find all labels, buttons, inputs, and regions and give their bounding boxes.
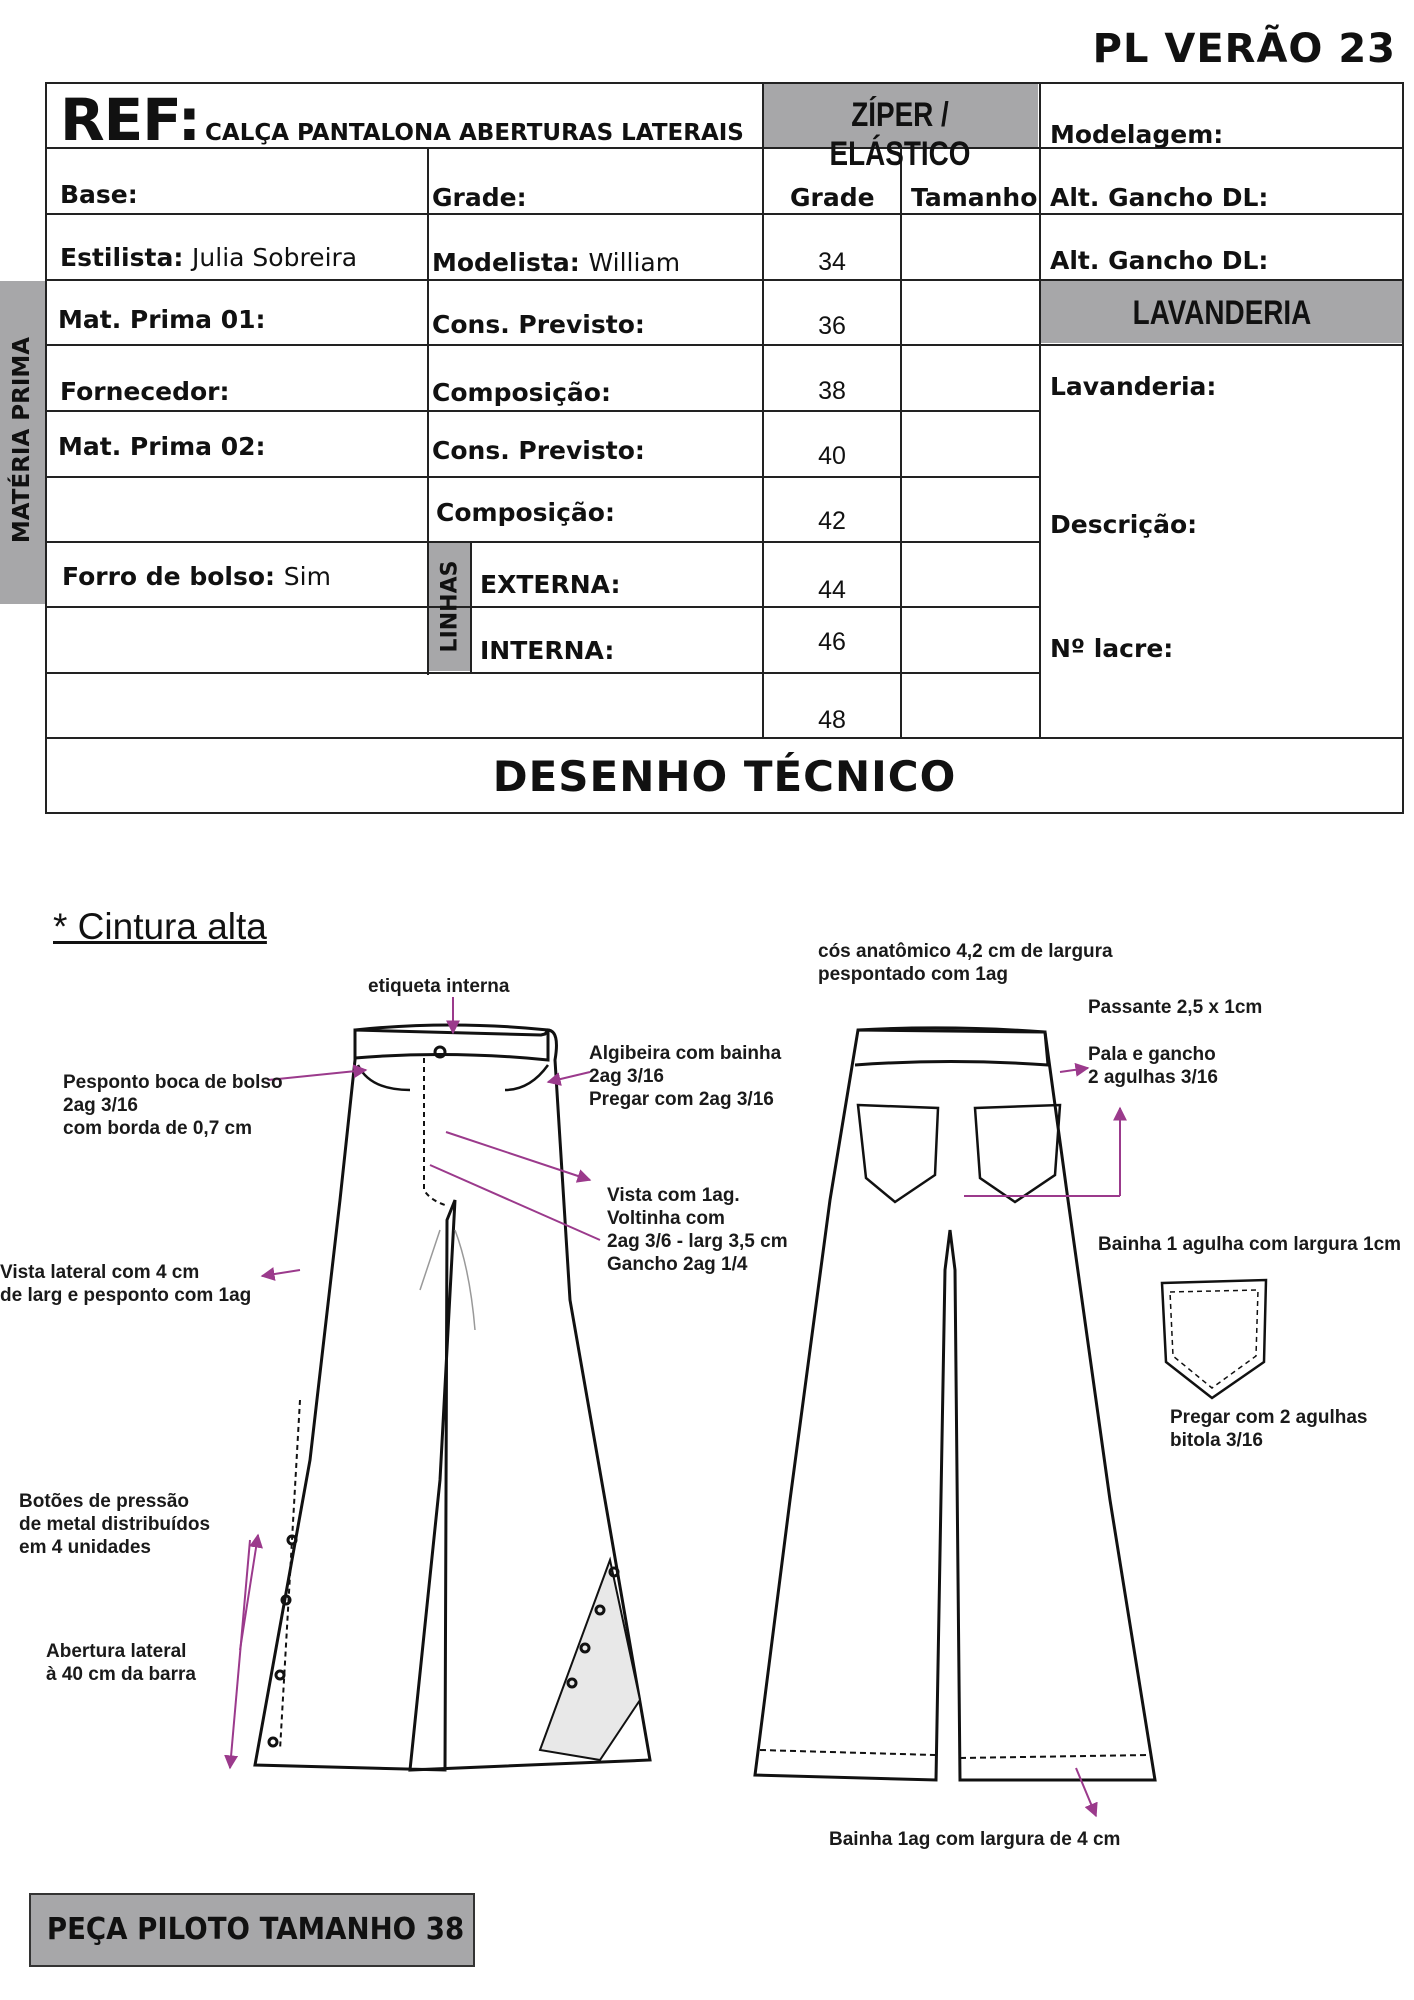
- grade-value: 36: [818, 312, 846, 340]
- estilista-label: Estilista:: [60, 243, 184, 272]
- arrow-vista-lateral: [262, 1270, 300, 1276]
- note-bainha-bolso: Bainha 1 agulha com largura 1cm: [1098, 1234, 1402, 1255]
- forro-value: Sim: [283, 562, 331, 591]
- section-title: DESENHO TÉCNICO: [492, 752, 957, 801]
- estilista-value: Julia Sobreira: [192, 243, 358, 272]
- descricao-label: Descrição:: [1050, 510, 1198, 539]
- mat-prima-01-label: Mat. Prima 01:: [58, 305, 266, 334]
- note-cos: cós anatômico 4,2 cm de largura pespontado com 1ag: [818, 941, 1113, 985]
- grade-value: 38: [818, 377, 846, 405]
- alt-gancho-label-1: Alt. Gancho DL:: [1050, 183, 1269, 212]
- grade-column-header: Grade: [790, 183, 875, 212]
- cintura-note: * Cintura alta: [53, 906, 267, 947]
- ref-description: CALÇA PANTALONA ABERTURAS LATERAIS: [205, 120, 744, 146]
- lavanderia-title: LAVANDERIA: [1132, 294, 1312, 332]
- collection-title: PL VERÃO 23: [1092, 26, 1396, 72]
- grade-value: 44: [818, 576, 846, 604]
- note-pesponto-bolso: Pesponto boca de bolso 2ag 3/16 com borda de 0,7 cm: [63, 1072, 283, 1139]
- forro-label: Forro de bolso:: [62, 562, 276, 591]
- lavanderia-label: Lavanderia:: [1050, 372, 1217, 401]
- note-vista: Vista com 1ag. Voltinha com 2ag 3/6 - larg 3,5 cm Gancho 2ag 1/4: [607, 1185, 788, 1275]
- footer-label: PEÇA PILOTO TAMANHO 38: [46, 1912, 465, 1947]
- lacre-label: Nº lacre:: [1050, 634, 1174, 663]
- composicao-label-2: Composição:: [436, 498, 615, 527]
- cons-previsto-label-1: Cons. Previsto:: [432, 310, 645, 339]
- arrow-pala: [1060, 1068, 1088, 1072]
- note-abertura: Abertura lateral à 40 cm da barra: [46, 1641, 196, 1685]
- back-view: [755, 1028, 1155, 1780]
- alt-gancho-label-2: Alt. Gancho DL:: [1050, 246, 1269, 275]
- note-bainha: Bainha 1ag com largura de 4 cm: [829, 1829, 1121, 1850]
- fornecedor-label: Fornecedor:: [60, 377, 230, 406]
- grade-value: 34: [818, 248, 846, 276]
- note-algibeira: Algibeira com bainha 2ag 3/16 Pregar com 2ag 3/16: [589, 1043, 782, 1110]
- note-passante: Passante 2,5 x 1cm: [1088, 997, 1263, 1018]
- note-vista-lateral: Vista lateral com 4 cm de larg e pesponto com 1ag: [0, 1262, 252, 1306]
- pocket-detail: [1162, 1280, 1266, 1398]
- base-label: Base:: [60, 180, 138, 209]
- externa-label: EXTERNA:: [480, 570, 621, 599]
- note-pregar: Pregar com 2 agulhas bitola 3/16: [1170, 1407, 1368, 1451]
- note-botoes: Botões de pressão de metal distribuídos em 4 unidades: [19, 1491, 211, 1558]
- grade-value: 40: [818, 442, 846, 470]
- technical-drawing: [0, 880, 1414, 1880]
- modelista-label: Modelista:: [432, 248, 580, 277]
- snap-button: [288, 1536, 296, 1544]
- zipper-label: ZÍPER / ELÁSTICO: [829, 96, 971, 173]
- modelista-value: William: [588, 248, 681, 277]
- ref-label: REF:: [60, 86, 200, 154]
- arrow-pesponto-bolso: [268, 1070, 366, 1080]
- linhas-label: LINHAS: [437, 560, 463, 653]
- note-pala: Pala e gancho 2 agulhas 3/16: [1088, 1044, 1218, 1088]
- grade-value: 42: [818, 507, 846, 535]
- back-outline: [755, 1030, 1155, 1780]
- arrow-abertura: [230, 1540, 250, 1768]
- cons-previsto-label-2: Cons. Previsto:: [432, 436, 645, 465]
- front-view: [255, 1025, 650, 1770]
- note-etiqueta: etiqueta interna: [368, 976, 510, 997]
- tamanho-column-header: Tamanho: [911, 183, 1038, 212]
- grade-value: 46: [818, 628, 846, 656]
- modelagem-label: Modelagem:: [1050, 120, 1224, 149]
- mat-prima-02-label: Mat. Prima 02:: [58, 432, 266, 461]
- grade-label: Grade:: [432, 183, 527, 212]
- grade-value: 48: [818, 706, 846, 734]
- materia-prima-label: MATÉRIA PRIMA: [9, 336, 35, 544]
- composicao-label-1: Composição:: [432, 378, 611, 407]
- interna-label: INTERNA:: [480, 636, 615, 665]
